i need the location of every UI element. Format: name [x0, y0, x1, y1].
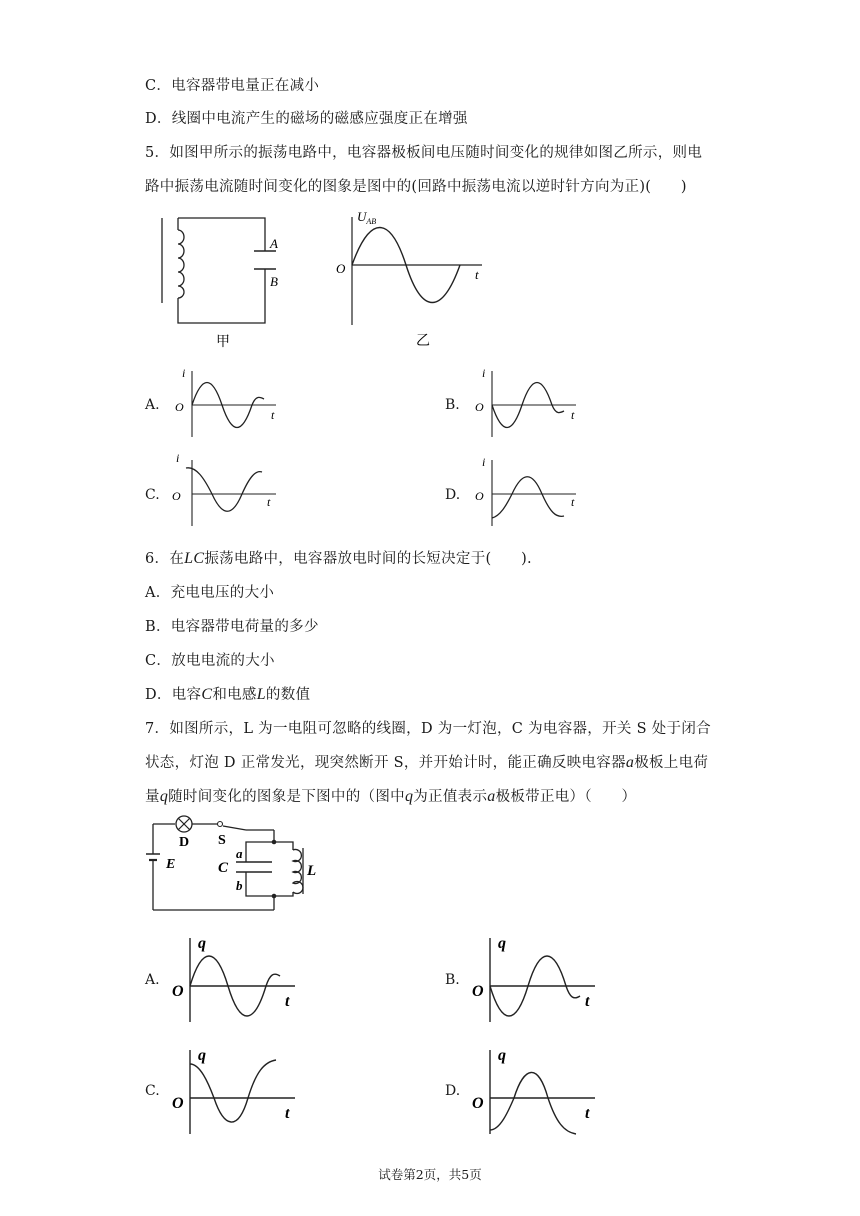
q6d-post: 的数值 — [265, 687, 311, 703]
q7-l3-post: 极板带正电）（ ） — [495, 789, 637, 805]
q5c-t: t — [267, 495, 271, 509]
q5b-i: i — [482, 366, 486, 380]
q5c-i: i — [176, 451, 180, 465]
q7-option-c-graph — [170, 1042, 310, 1137]
q6-option-c: C．放电电流的大小 — [145, 653, 275, 669]
q5-option-c-label: C. — [145, 487, 160, 503]
q6-stem-pre: 6．在 — [145, 551, 185, 567]
fig7-s-label: S — [218, 833, 226, 848]
fig5-jia-circuit — [150, 208, 280, 348]
q6d-c: C — [201, 686, 213, 703]
q5d-o: O — [475, 489, 484, 503]
q6-stem — [145, 547, 532, 568]
q5-option-c-graph — [170, 451, 285, 530]
page-footer: 试卷第2页，共5页 — [378, 1167, 482, 1182]
q5-stem-line1: 5．如图甲所示的振荡电路中，电容器极板间电压随时间变化的规律如图乙所示，则电 — [145, 145, 703, 161]
fig7-e-label: E — [166, 857, 176, 872]
q7-option-c-label: C. — [145, 1083, 160, 1099]
fig7-l-label: L — [307, 863, 317, 879]
fig7-b-label: b — [236, 878, 243, 893]
q7a-t: t — [285, 993, 290, 1010]
q7-stem-line3 — [145, 785, 636, 806]
q7-option-d-graph — [470, 1042, 610, 1137]
q6d-pre: D．电容 — [145, 687, 202, 703]
q5-stem-line2: 路中振荡电流随时间变化的图象是图中的(回路中振荡电流以逆时针方向为正)( ) — [145, 179, 687, 195]
fig7-c-label: C — [218, 860, 229, 876]
q7a-o: O — [172, 983, 184, 1000]
q7d-q: q — [498, 1047, 506, 1064]
q4-option-c: C．电容器带电量正在减小 — [145, 78, 320, 94]
q7-option-b-graph — [470, 930, 610, 1025]
fig7-a-label: a — [236, 846, 243, 861]
q5-option-d-graph — [470, 454, 585, 530]
q7-l3-pre: 量 — [145, 789, 160, 805]
q7-option-a-label: A. — [145, 972, 160, 988]
q4-option-d: D．线圈中电流产生的磁场的磁感应强度正在增强 — [145, 111, 468, 127]
q5a-t: t — [271, 408, 275, 422]
q5b-t: t — [571, 408, 575, 422]
plate-b-label: B — [270, 274, 278, 289]
yi-ylabel: $U_{AB}$ — [357, 209, 377, 226]
q7-option-b-label: B. — [445, 972, 460, 988]
q5b-o: O — [475, 400, 484, 414]
q5-option-b-label: B. — [445, 397, 460, 413]
q7-option-d-label: D. — [445, 1083, 461, 1099]
q7d-o: O — [472, 1095, 484, 1112]
q6-option-b: B．电容器带电荷量的多少 — [145, 619, 319, 635]
plate-a-label: A — [270, 236, 278, 251]
q5d-i: i — [482, 455, 486, 469]
q5d-t: t — [571, 495, 575, 509]
q7-l3-q2: q — [404, 788, 414, 805]
q7-option-a-graph — [170, 930, 310, 1025]
q7-l2-text: 状态，灯泡 D 正常发光，现突然断开 S，并开始计时，能正确反映电容器 — [145, 755, 626, 771]
q7c-q: q — [198, 1047, 206, 1064]
q7b-q: q — [498, 935, 506, 952]
q6-option-a: A．充电电压的大小 — [145, 585, 275, 601]
q7-l2-a: a — [625, 754, 635, 771]
yi-caption: 乙 — [416, 334, 430, 349]
q7-stem-line2 — [145, 751, 708, 772]
q7-l3-a: a — [487, 788, 496, 805]
q7-l3-mid: 随时间变化的图象是下图中的（图中 — [168, 789, 405, 805]
q7-stem-line1: 7．如图所示，L 为一电阻可忽略的线圈，D 为一灯泡，C 为电容器，开关 S 处于闭合 — [145, 721, 711, 737]
q6d-l: L — [256, 686, 266, 703]
q7b-t: t — [585, 993, 590, 1010]
q5a-i: i — [182, 366, 186, 380]
q7c-o: O — [172, 1095, 184, 1112]
q6d-mid: 和电感 — [212, 687, 257, 703]
jia-caption: 甲 — [216, 335, 230, 350]
fig7-d-label: D — [179, 835, 190, 850]
q7-l3-q: q — [159, 788, 169, 805]
fig7-circuit — [148, 812, 328, 917]
q7a-q: q — [198, 935, 206, 952]
q7-l3-mid2: 为正值表示 — [413, 789, 488, 805]
q6-option-d — [145, 683, 310, 704]
q7b-o: O — [472, 983, 484, 1000]
yi-origin: O — [336, 261, 346, 276]
fig5-yi-graph — [330, 205, 500, 350]
q5-option-a-label: A. — [145, 397, 160, 413]
q6-stem-lc: LC — [184, 550, 205, 567]
q7-l2-rest: 极板上电荷 — [634, 755, 709, 771]
q5c-o: O — [172, 489, 181, 503]
q5-option-a-graph — [170, 365, 285, 440]
q7d-t: t — [585, 1105, 590, 1122]
q5a-o: O — [175, 400, 184, 414]
q5-option-d-label: D. — [445, 487, 461, 503]
q5-option-b-graph — [470, 365, 585, 440]
yi-t-label: t — [475, 267, 479, 282]
q6-stem-post: 振荡电路中，电容器放电时间的长短决定于( ). — [204, 551, 532, 567]
q7c-t: t — [285, 1105, 290, 1122]
